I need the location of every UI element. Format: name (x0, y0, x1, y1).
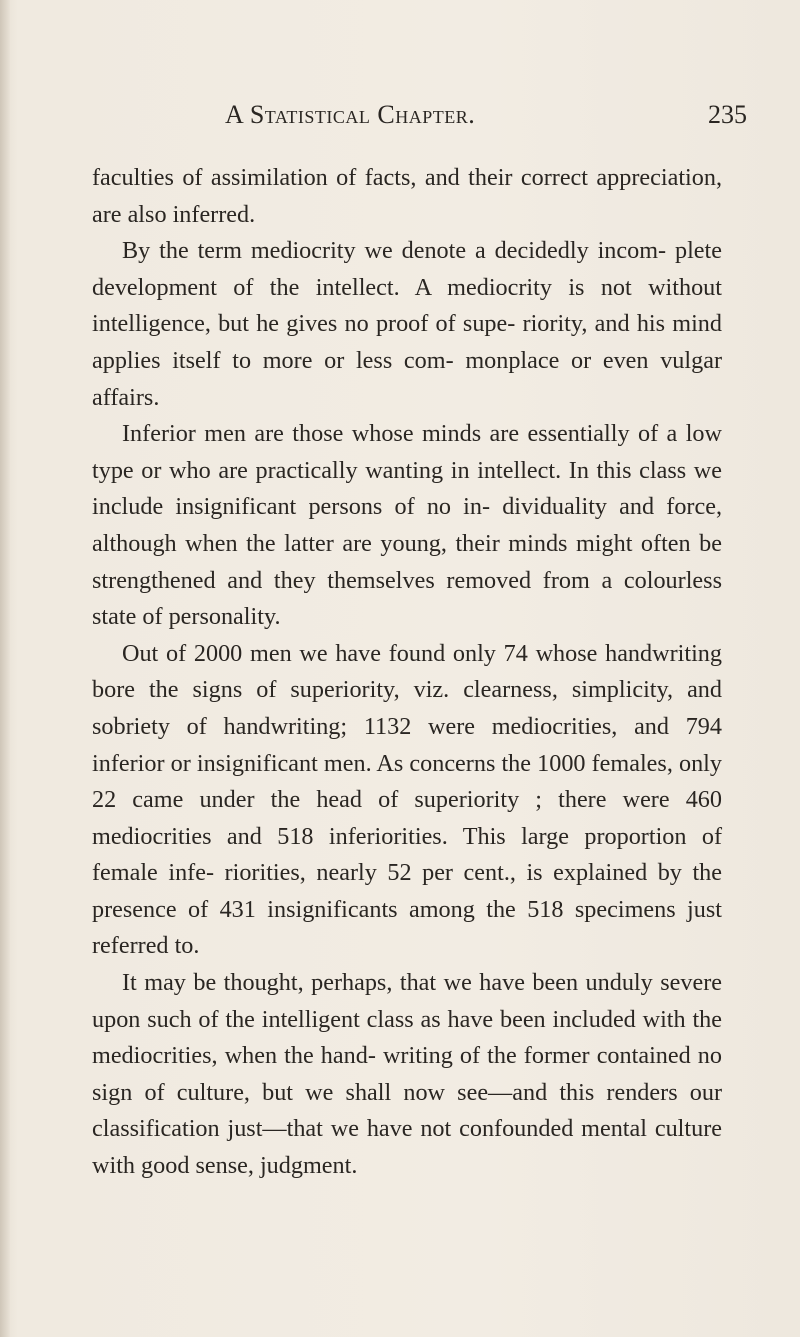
page-number: 235 (708, 100, 747, 129)
running-title: A Statistical Chapter. (225, 100, 476, 129)
paragraph-3: Inferior men are those whose minds are essentially of a low type or who are practically wanting in intellect. In this class we include insignificant persons of no in- dividuality and force, although when the latter are young, their minds might often be strengthened and they themselves removed from a colourless state of personality. (92, 420, 722, 631)
paragraph-4: Out of 2000 men we have found only 74 whose handwriting bore the signs of superiority, viz. clearness, simplicity, and sobriety of handwriting; 1132 were mediocrities, and 794 inferior or insignificant men. As concerns the 1000 females, only 22 came under the head of superiority ; there were 460 mediocrities and 518 inferiorities. This large proportion of female infe- riorities, nearly 52 per cent., is explained by the presence of 431 insignificants among the 518 specimens just referred to. (92, 639, 722, 960)
body-text (92, 160, 722, 1185)
paragraph-1: faculties of assimilation of facts, and their correct appreciation, are also inferred. (92, 164, 722, 228)
page-binding-edge (0, 0, 10, 1337)
paragraph-2: By the term mediocrity we denote a decidedly incom- plete development of the intellect. A mediocrity is not without intelligence, but he gives no proof of supe- riority, and his mind applies itself to more or less com- monplace or even vulgar affairs. (92, 237, 722, 411)
paragraph-5: It may be thought, perhaps, that we have been unduly severe upon such of the intelligent class as have been included with the mediocrities, when the hand- writing of the former contained no sign of culture, but we shall now see—and this renders our classification just—that we have not confounded mental culture with good sense, judgment. (92, 969, 722, 1180)
